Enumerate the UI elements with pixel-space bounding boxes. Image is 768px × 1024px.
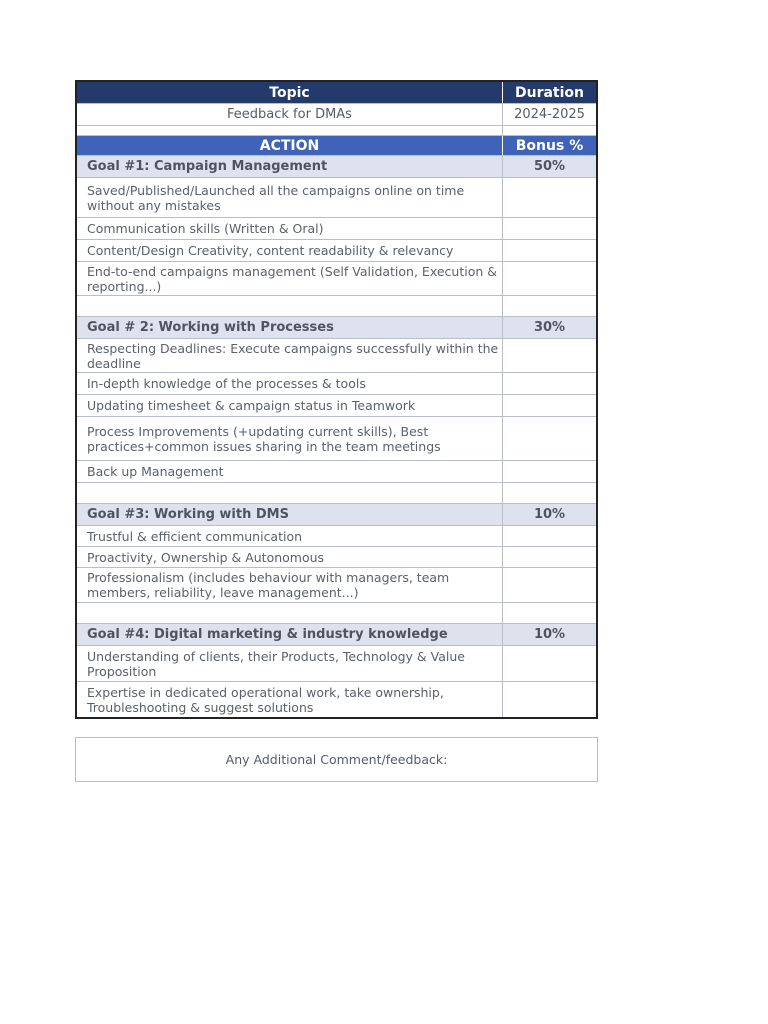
comment-label: Any Additional Comment/feedback:: [225, 752, 448, 767]
action-header: ACTION: [77, 136, 503, 155]
goal-item-row: [77, 395, 596, 417]
goal-item: Updating timesheet & campaign status in Teamwork: [77, 395, 503, 416]
blank-row: [77, 483, 596, 504]
action-header-row: [77, 136, 596, 156]
goal-item: Back up Management: [77, 461, 503, 482]
spacer-row: [77, 126, 596, 136]
goal-item: Trustful & efficient communication: [77, 526, 503, 546]
feedback-table: [75, 80, 598, 719]
goal-item-row: [77, 646, 596, 682]
goal-item-score[interactable]: [503, 395, 596, 416]
goal-item-row: [77, 262, 596, 296]
goal-item-score[interactable]: [503, 373, 596, 394]
goal-item-row: [77, 547, 596, 568]
goal-item: Content/Design Creativity, content readability & relevancy: [77, 240, 503, 261]
goal-row: [77, 624, 596, 646]
goal-item-score[interactable]: [503, 568, 596, 602]
goal-row: [77, 156, 596, 178]
goal-bonus: 10%: [533, 627, 566, 642]
goal-item-row: [77, 373, 596, 395]
goal-item-score[interactable]: [503, 646, 596, 681]
goal-item: Expertise in dedicated operational work, take ownership, Troubleshooting & suggest solutions: [77, 682, 503, 717]
goal-item: Professionalism (includes behaviour with managers, team members, reliability, leave management...): [77, 568, 503, 602]
goal-title: Goal #3: Working with DMS: [77, 504, 503, 525]
subheader-row: [77, 104, 596, 126]
goal-row: [77, 317, 596, 339]
goal-item: Communication skills (Written & Oral): [77, 218, 503, 239]
goal-bonus: 30%: [533, 320, 566, 335]
goal-item-score[interactable]: [503, 240, 596, 261]
topic-header: Topic: [77, 82, 503, 103]
goal-item-score[interactable]: [503, 682, 596, 717]
additional-comment-box[interactable]: [75, 737, 598, 782]
goal-item: Understanding of clients, their Products, Technology & Value Proposition: [77, 646, 503, 681]
goal-title: Goal #1: Campaign Management: [77, 156, 503, 177]
goal-item-row: [77, 339, 596, 373]
goal-item-row: [77, 240, 596, 262]
blank-row: [77, 296, 596, 317]
goal-item-row: [77, 178, 596, 218]
goal-item-score[interactable]: [503, 262, 596, 295]
goal-item: Respecting Deadlines: Execute campaigns successfully within the deadline: [77, 339, 503, 372]
goal-bonus: 50%: [533, 159, 566, 174]
goal-item-score[interactable]: [503, 417, 596, 460]
goal-item-row: [77, 461, 596, 483]
duration-header: Duration: [514, 84, 584, 101]
goal-item: End-to-end campaigns management (Self Validation, Execution & reporting...): [77, 262, 503, 295]
header-row: [77, 82, 596, 104]
goal-item-row: [77, 682, 596, 717]
goal-item: Process Improvements (+updating current skills), Best practices+common issues sharing in the team meetings: [77, 417, 503, 460]
bonus-header: Bonus %: [515, 137, 584, 154]
goal-item-row: [77, 526, 596, 547]
goal-title: Goal # 2: Working with Processes: [77, 317, 503, 338]
goal-item-row: [77, 568, 596, 603]
goal-item: Saved/Published/Launched all the campaigns online on time without any mistakes: [77, 178, 503, 217]
goal-item-score[interactable]: [503, 526, 596, 546]
topic-value: Feedback for DMAs: [77, 104, 503, 125]
goal-bonus: 10%: [533, 507, 566, 522]
goal-item-score[interactable]: [503, 339, 596, 372]
blank-row: [77, 603, 596, 624]
goal-item-score[interactable]: [503, 461, 596, 482]
goal-item: In-depth knowledge of the processes & tools: [77, 373, 503, 394]
goal-item: Proactivity, Ownership & Autonomous: [77, 547, 503, 567]
goal-item-score[interactable]: [503, 547, 596, 567]
goal-item-row: [77, 417, 596, 461]
goal-title: Goal #4: Digital marketing & industry knowledge: [77, 624, 503, 645]
goal-item-score[interactable]: [503, 178, 596, 217]
goal-row: [77, 504, 596, 526]
duration-value: 2024-2025: [514, 107, 585, 122]
goal-item-score[interactable]: [503, 218, 596, 239]
goal-item-row: [77, 218, 596, 240]
